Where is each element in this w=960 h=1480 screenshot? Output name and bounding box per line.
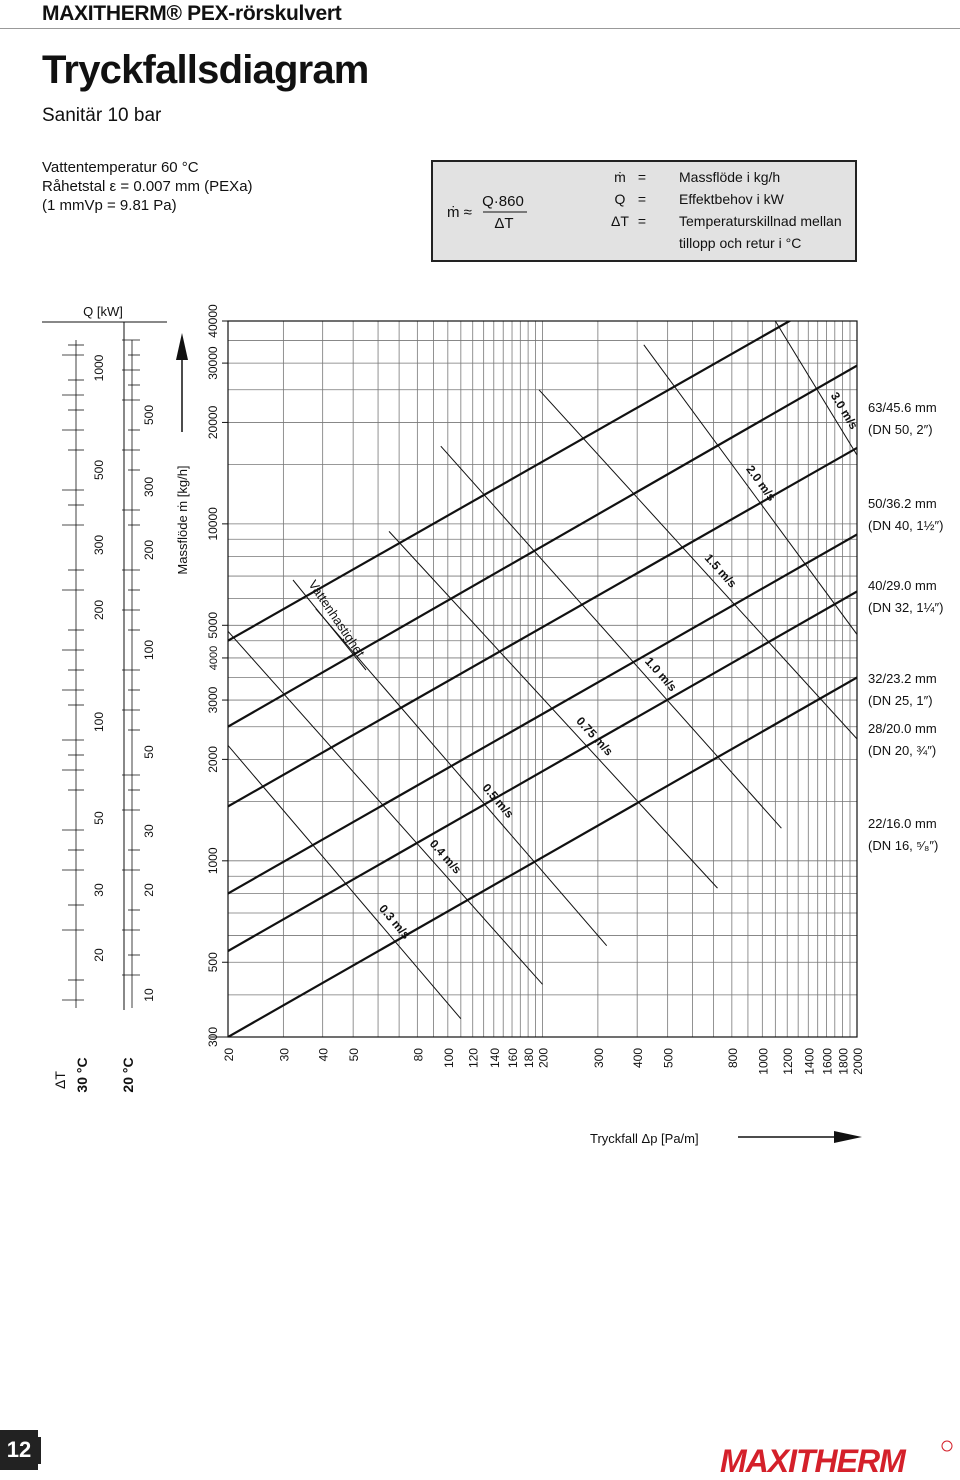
q30-tick-label: 100 — [92, 711, 106, 733]
x-tick-label: 300 — [591, 1048, 606, 1069]
y-tick-label: 20000 — [206, 405, 220, 440]
maxitherm-logo — [720, 1441, 952, 1479]
series-sublabel: (DN 25, 1″) — [868, 693, 933, 708]
formula-def-text: Massflöde i kg/h — [679, 169, 781, 185]
x-tick-label: 1800 — [836, 1048, 851, 1075]
x-tick-label: 180 — [522, 1048, 537, 1069]
q-axis-label: Q [kW] — [83, 304, 123, 319]
x-tick-label: 1600 — [820, 1048, 835, 1075]
formula-lhs: ṁ ≈ — [447, 204, 472, 221]
series-label: 22/16.0 mm — [868, 816, 937, 831]
y-tick-label: 1000 — [206, 847, 220, 875]
y-tick-label: 10000 — [206, 507, 220, 541]
series-sublabel: (DN 20, ¾″) — [868, 743, 937, 758]
q20-tick-label: 300 — [142, 476, 156, 498]
q20-tick-label: 200 — [142, 539, 156, 561]
velocity-label: 0.3 m/s — [376, 901, 414, 942]
q30-tick-label: 1000 — [92, 354, 106, 382]
velocity-axis-label: Vattenhastighet — [305, 577, 368, 660]
page-title: Tryckfallsdiagram — [42, 48, 369, 92]
condition-roughness: Råhetstal ε = 0.007 mm (PEXa) — [42, 178, 253, 195]
x-tick-label: 1400 — [802, 1048, 817, 1075]
series-label: 40/29.0 mm — [868, 578, 937, 593]
formula-def-text: Effektbehov i kW — [679, 191, 784, 207]
x-tick-label: 400 — [631, 1048, 646, 1069]
page-number-bar — [38, 1437, 41, 1464]
x-tick-label: 80 — [411, 1048, 426, 1062]
x-tick-label: 20 — [222, 1048, 236, 1062]
series-label: 32/23.2 mm — [868, 671, 937, 686]
page-subtitle: Sanitär 10 bar — [42, 105, 162, 126]
formula-def-symbol: ΔT — [611, 213, 629, 229]
y-tick-label: 5000 — [206, 611, 220, 639]
velocity-line — [539, 390, 857, 739]
delta-t-label: ΔT — [52, 1071, 68, 1089]
series-sublabel: (DN 50, 2″) — [868, 422, 933, 437]
y-tick-label: 40000 — [206, 304, 220, 338]
y-tick-label: 300 — [206, 1026, 220, 1048]
series-sublabel: (DN 16, ⁵⁄₈″) — [868, 838, 939, 853]
velocity-label: 1.5 m/s — [701, 550, 740, 591]
series-sublabel: (DN 32, 1¼″) — [868, 600, 944, 615]
x-tick-label: 50 — [347, 1048, 362, 1062]
formula-def-text: Temperaturskillnad mellan — [679, 213, 842, 229]
formula-denominator: ΔT — [494, 215, 514, 232]
velocity-line — [644, 345, 857, 635]
q30-tick-label: 300 — [92, 534, 106, 556]
x-tick-label: 2000 — [851, 1048, 865, 1075]
formula-numerator: Q·860 — [482, 193, 524, 210]
x-axis-label: Tryckfall Δp [Pa/m] — [590, 1131, 699, 1146]
x-tick-label: 1000 — [756, 1048, 771, 1075]
q30-tick-label: 500 — [92, 459, 106, 481]
x-axis-arrowhead — [834, 1131, 862, 1143]
velocity-label: 0.75 m/s — [573, 714, 616, 759]
x-tick-label: 160 — [506, 1048, 521, 1069]
q30-scale-name: 30 °C — [74, 1057, 90, 1093]
logo-registered-mark — [942, 1441, 952, 1451]
x-tick-label: 500 — [661, 1048, 676, 1069]
y-axis-arrowhead — [176, 333, 188, 360]
velocity-line — [389, 531, 718, 888]
y-tick-label: 30000 — [206, 346, 220, 380]
x-tick-label: 1200 — [781, 1048, 796, 1075]
q20-tick-label: 100 — [142, 639, 156, 661]
y-tick-label: 2000 — [206, 746, 220, 773]
y-tick-label: 4000 — [208, 645, 220, 671]
y-tick-label: 500 — [206, 952, 220, 973]
q20-tick-label: 20 — [142, 883, 156, 897]
x-tick-label: 40 — [316, 1048, 331, 1062]
x-tick-label: 200 — [536, 1048, 551, 1069]
x-tick-label: 100 — [441, 1048, 456, 1069]
velocity-label: 2.0 m/s — [743, 462, 779, 504]
q20-tick-label: 500 — [142, 404, 156, 426]
x-tick-label: 140 — [487, 1048, 502, 1069]
x-tick-label: 800 — [725, 1048, 740, 1069]
q20-scale-name: 20 °C — [120, 1057, 136, 1093]
q30-tick-label: 200 — [92, 599, 106, 621]
q20-tick-label: 50 — [142, 745, 156, 759]
series-label: 50/36.2 mm — [868, 496, 937, 511]
y-tick-label: 3000 — [206, 686, 220, 714]
condition-unit-note: (1 mmVp = 9.81 Pa) — [42, 197, 177, 214]
q20-tick-label: 10 — [142, 988, 156, 1002]
velocity-label: 0.4 m/s — [426, 836, 465, 877]
plot-area — [228, 321, 857, 1037]
brand-line: MAXITHERM® PEX-rörskulvert — [42, 2, 342, 25]
series-label: 63/45.6 mm — [868, 400, 937, 415]
velocity-label: 1.0 m/s — [642, 654, 680, 695]
series-sublabel: (DN 40, 1½″) — [868, 518, 944, 533]
condition-temperature: Vattentemperatur 60 °C — [42, 159, 199, 176]
q30-tick-label: 20 — [92, 948, 106, 962]
logo-wordmark: MAXITHERM — [720, 1443, 905, 1479]
x-tick-label: 30 — [277, 1048, 292, 1062]
series-label: 28/20.0 mm — [868, 721, 937, 736]
x-tick-label: 120 — [466, 1048, 481, 1069]
q30-tick-label: 50 — [92, 811, 106, 825]
page-number: 12 — [0, 1430, 38, 1470]
formula-def-eq: = — [637, 169, 647, 185]
formula-def-eq: = — [637, 213, 647, 229]
velocity-line — [441, 446, 782, 828]
q20-tick-label: 30 — [142, 824, 156, 838]
y-axis-label: Massflöde ṁ [kg/h] — [175, 465, 190, 575]
formula-def-symbol: Q — [614, 191, 626, 207]
formula-def-symbol: ṁ — [614, 169, 626, 185]
formula-def-text: tillopp och retur i °C — [679, 235, 802, 251]
velocity-label: 0.5 m/s — [479, 780, 517, 821]
velocity-line — [228, 745, 461, 1018]
q30-tick-label: 30 — [92, 883, 106, 897]
formula-def-eq: = — [637, 191, 647, 207]
velocity-label: 3.0 m/s — [827, 389, 861, 432]
